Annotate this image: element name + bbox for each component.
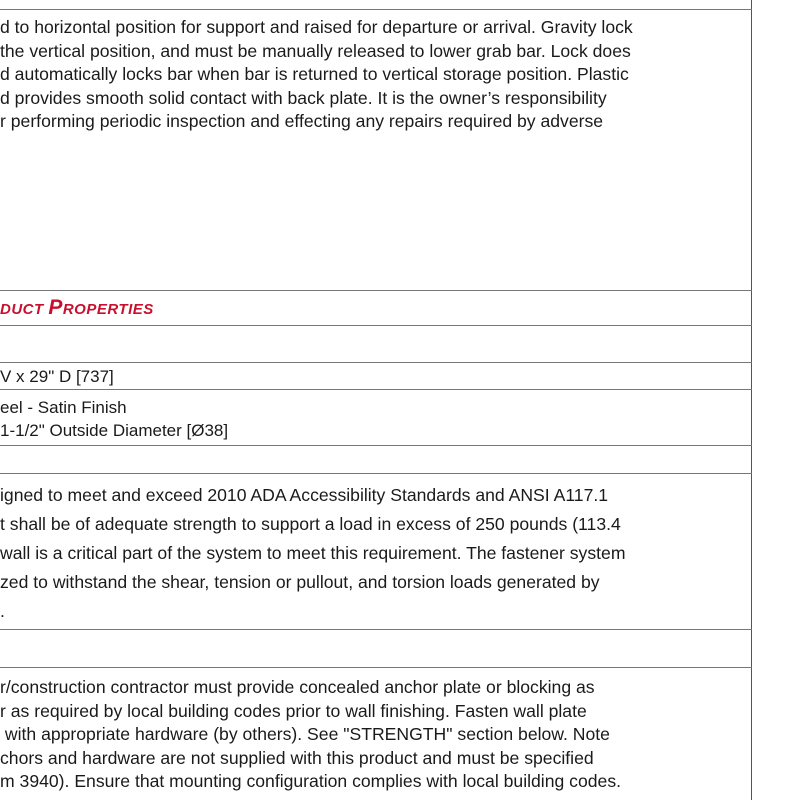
section-heading-product-properties: [0, 296, 154, 320]
rule-heading-bottom: [0, 325, 752, 326]
description-line: d automatically locks bar when bar is returned to vertical storage position. Plastic: [0, 64, 629, 84]
installation-line: chors and hardware are not supplied with this product and must be specified: [0, 747, 594, 768]
strength-line: wall is a critical part of the system to meet this requirement. The fastener system: [0, 543, 626, 563]
rule-strength-bottom: [0, 629, 752, 630]
description-line: d to horizontal position for support and raised for departure or arrival. Gravity lock: [0, 17, 633, 37]
strength-line: .: [0, 601, 5, 621]
description-line: the vertical position, and must be manually released to lower grab bar. Lock does: [0, 40, 631, 61]
installation-line: with appropriate hardware (by others). See "STRENGTH" section below. Note: [0, 724, 610, 744]
rule-description-bottom: [0, 290, 752, 291]
description-line: r performing periodic inspection and effecting any repairs required by adverse: [0, 111, 604, 131]
rule-blank-row2-bottom: [0, 473, 752, 474]
description-line: d provides smooth solid contact with back plate. It is the owner’s responsibility: [0, 87, 607, 108]
rule-blank-row-bottom: [0, 362, 752, 363]
material-value: eel - Satin Finish: [0, 398, 127, 417]
heading-part1: DUCT: [0, 301, 49, 318]
dimensions-value: V x 29" D [737]: [0, 367, 114, 386]
heading-rest: ROPERTIES: [62, 301, 154, 318]
installation-line: r as required by local building codes prior to wall finishing. Fasten wall plate: [0, 700, 587, 721]
strength-line: zed to withstand the shear, tension or pullout, and torsion loads generated by: [0, 572, 600, 592]
rule-top: [0, 9, 752, 10]
heading-initial: P: [48, 296, 63, 319]
installation-line: m 3940). Ensure that mounting configuration complies with local building codes.: [0, 771, 622, 791]
rule-dimensions-bottom: [0, 389, 752, 390]
strength-line: igned to meet and exceed 2010 ADA Accessibility Standards and ANSI A117.1: [0, 485, 609, 505]
rule-blank-row3-bottom: [0, 667, 752, 668]
strength-line: t shall be of adequate strength to support a load in excess of 250 pounds (113.4: [0, 514, 621, 534]
rule-material-bottom: [0, 445, 752, 446]
installation-line: r/construction contractor must provide concealed anchor plate or blocking as: [0, 677, 595, 697]
tube-diameter-value: 1-1/2" Outside Diameter [Ø38]: [0, 421, 229, 440]
